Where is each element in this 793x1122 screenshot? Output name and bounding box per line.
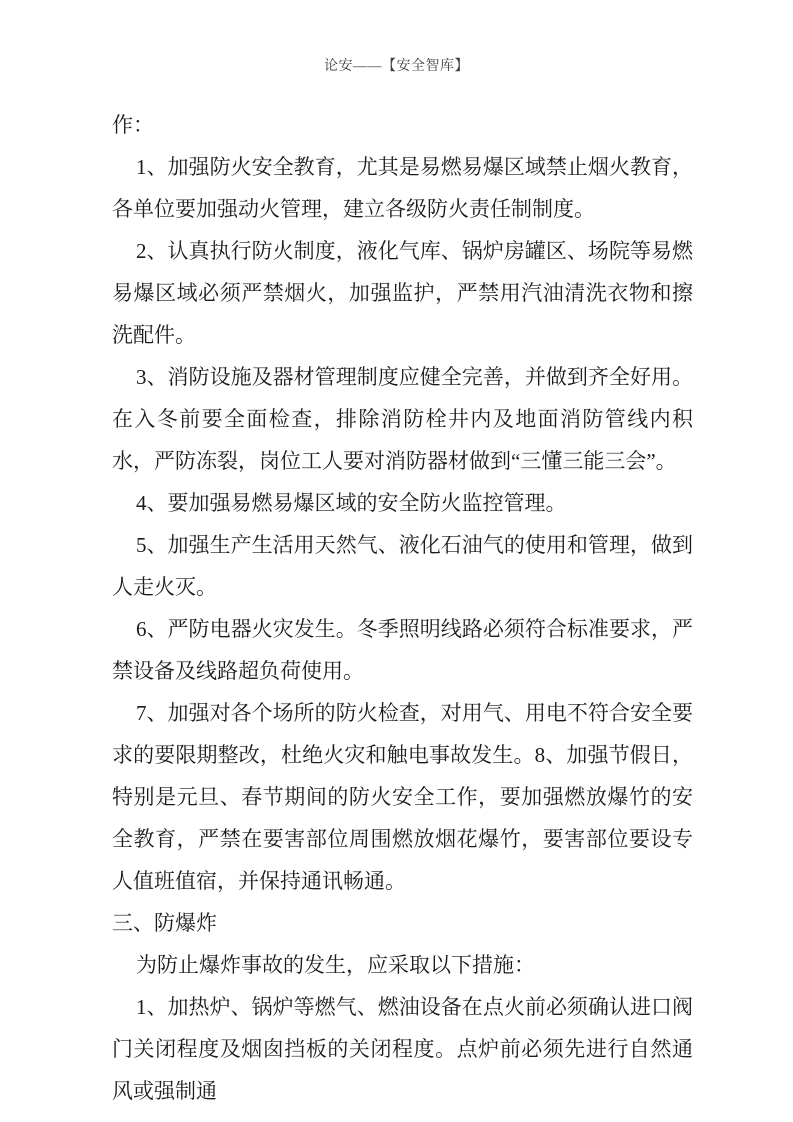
paragraph-item-3-fire-equipment: 3、消防设施及器材管理制度应健全完善，并做到齐全好用。在入冬前要全面检查，排除消防栓井内及地面消防管线内积水，严防冻裂，岗位工人要对消防器材做到“三懂三能三会”。 (112, 365, 693, 473)
paragraph-item-5-gas-management: 5、加强生产生活用天然气、液化石油气的使用和管理，做到人走火灭。 (112, 533, 693, 599)
paragraph-explosion-measures-intro: 为防止爆炸事故的发生，应采取以下措施： (136, 953, 535, 977)
paragraph-item-4-monitoring: 4、要加强易燃易爆区域的安全防火监控管理。 (136, 491, 567, 515)
paragraph-item-2-fire-rules: 2、认真执行防火制度，液化气库、锅炉房罐区、场院等易燃易爆区域必须严禁烟火，加强监护，严禁用汽油清洗衣物和擦洗配件。 (112, 239, 693, 347)
paragraph-item-1-furnace-ignition: 1、加热炉、锅炉等燃气、燃油设备在点火前必须确认进口阀门关闭程度及烟囱挡板的关闭程度。点炉前必须先进行自然通风或强制通 (112, 995, 693, 1103)
paragraph-item-1-fire-education: 1、加强防火安全教育，尤其是易燃易爆区域禁止烟火教育，各单位要加强动火管理，建立各级防火责任制制度。 (112, 155, 693, 221)
document-header: 论安——【安全智库】 (324, 59, 469, 74)
document-body (112, 104, 693, 1112)
paragraph-continuation-zuo: 作： (112, 113, 154, 137)
paragraph-item-7-8-inspection-holidays: 7、加强对各个场所的防火检查，对用气、用电不符合安全要求的要限期整改，杜绝火灾和触电事故发生。8、加强节假日，特别是元旦、春节期间的防火安全工作，要加强燃放爆竹的安全教育，严禁在要害部位周围燃放烟花爆竹，要害部位要设专人值班值宿，并保持通讯畅通。 (112, 701, 693, 893)
section-heading-explosion-prevention: 三、防爆炸 (112, 911, 217, 935)
paragraph-item-6-electrical-fire: 6、严防电器火灾发生。冬季照明线路必须符合标准要求，严禁设备及线路超负荷使用。 (112, 617, 693, 683)
